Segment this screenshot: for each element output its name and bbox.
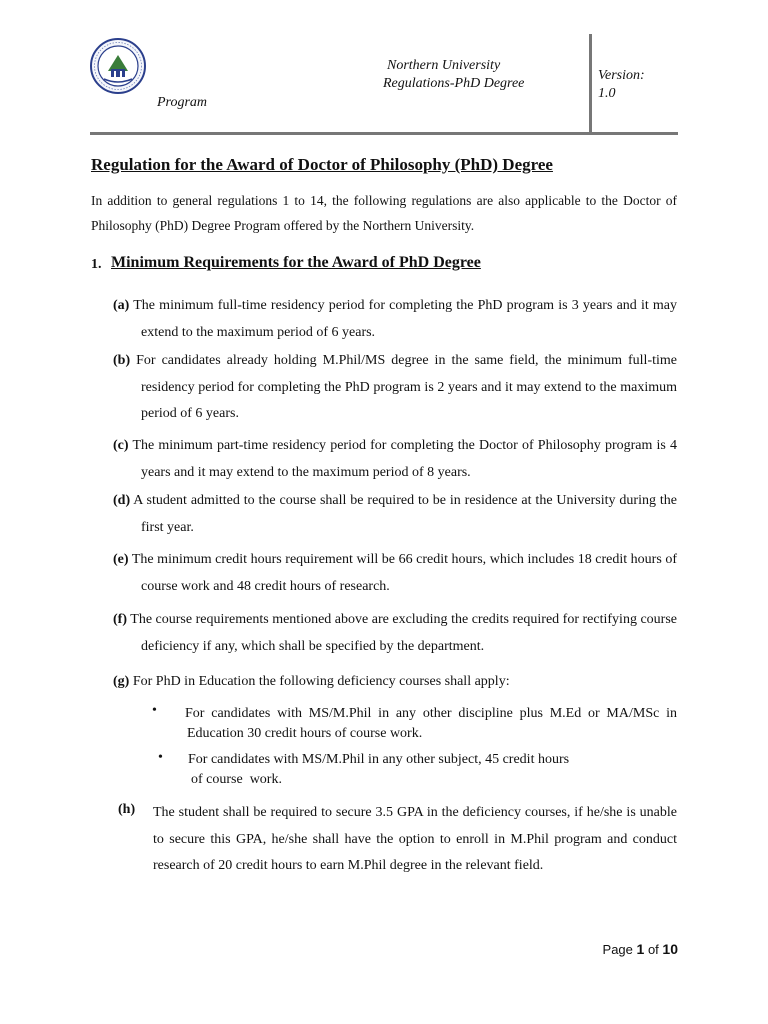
bullet-icon: • [152,703,157,718]
program-label: Program [157,95,208,110]
item-label: (g) [113,674,130,689]
bullet-line-1: For candidates with MS/M.Phil in any other subject, 45 credit hours [188,752,570,767]
section-heading: Minimum Requirements for the Award of PhD Degree [111,254,481,271]
bullet-line-2: of course work. [191,772,282,787]
version-label: Version: [598,68,645,83]
item-label: (a) [113,298,130,313]
item-text: The minimum part-time residency period for completing the Doctor of Philosophy program is 4 years and it may extend to the maximum period of 8 years. [132,438,678,480]
item-text: For PhD in Education the following deficiency courses shall apply: [132,674,510,689]
list-item [113,547,677,600]
list-item [113,348,677,428]
page-title: Regulation for the Award of Doctor of Philosophy (PhD) Degree [91,155,553,174]
current-page: 1 [636,941,645,957]
section-number: 1. [91,257,102,272]
bullet-icon: • [158,750,163,765]
item-text: The minimum full-time residency period for completing the PhD program is 3 years and it may extend to the maximum period of 6 years. [133,298,677,340]
header-vertical-divider [589,34,592,134]
item-text: The minimum credit hours requirement will be 66 credit hours, which includes 18 credit hours of course work and 48 credit hours of research. [131,552,678,594]
list-item [113,293,677,346]
version-value: 1.0 [598,86,616,101]
university-seal-icon [90,38,146,94]
document-title: Regulations-PhD Degree [383,76,525,91]
item-text: The course requirements mentioned above are excluding the credits required for rectifying course deficiency if any, which shall be specified by the department. [130,612,677,654]
item-label: (h) [118,802,136,817]
university-name: Northern University [387,58,501,73]
page-word: Page [602,942,633,957]
item-label: (b) [113,353,131,368]
list-item [113,433,677,486]
bullet-item [188,750,648,790]
item-label: (e) [113,552,129,567]
item-text: The student shall be required to secure 3.5 GPA in the deficiency courses, if he/she is unable to secure this GPA, he/she shall have the option to enroll in M.Phil program and conduct research of 20 credit hours to earn M.Phil degree in the relevant field. [153,805,677,873]
page-number [578,941,678,957]
bullet-line-2: Education 30 credit hours of course work. [187,726,423,741]
bullet-line-1: For candidates with MS/M.Phil in any other discipline plus M.Ed or MA/MSc in [185,706,677,721]
list-item [113,607,677,660]
list-item [113,669,677,696]
of-word: of [647,942,659,957]
bullet-item [185,704,677,744]
item-text: A student admitted to the course shall be required to be in residence at the University during the first year. [133,493,677,535]
item-label: (f) [113,612,127,627]
item-label: (c) [113,438,129,453]
total-pages: 10 [662,941,678,957]
item-label: (d) [113,493,131,508]
intro-paragraph: In addition to general regulations 1 to 14, the following regulations are also applicable to the Doctor of Philosophy (PhD) Degree Program offered by the Northern University. [91,193,677,233]
list-item [113,488,677,541]
header-horizontal-divider [90,132,678,135]
item-text: For candidates already holding M.Phil/MS degree in the same field, the minimum full-time residency period for completing the PhD program is 2 years and it may extend to the maximum period of 6 years. [136,353,677,421]
